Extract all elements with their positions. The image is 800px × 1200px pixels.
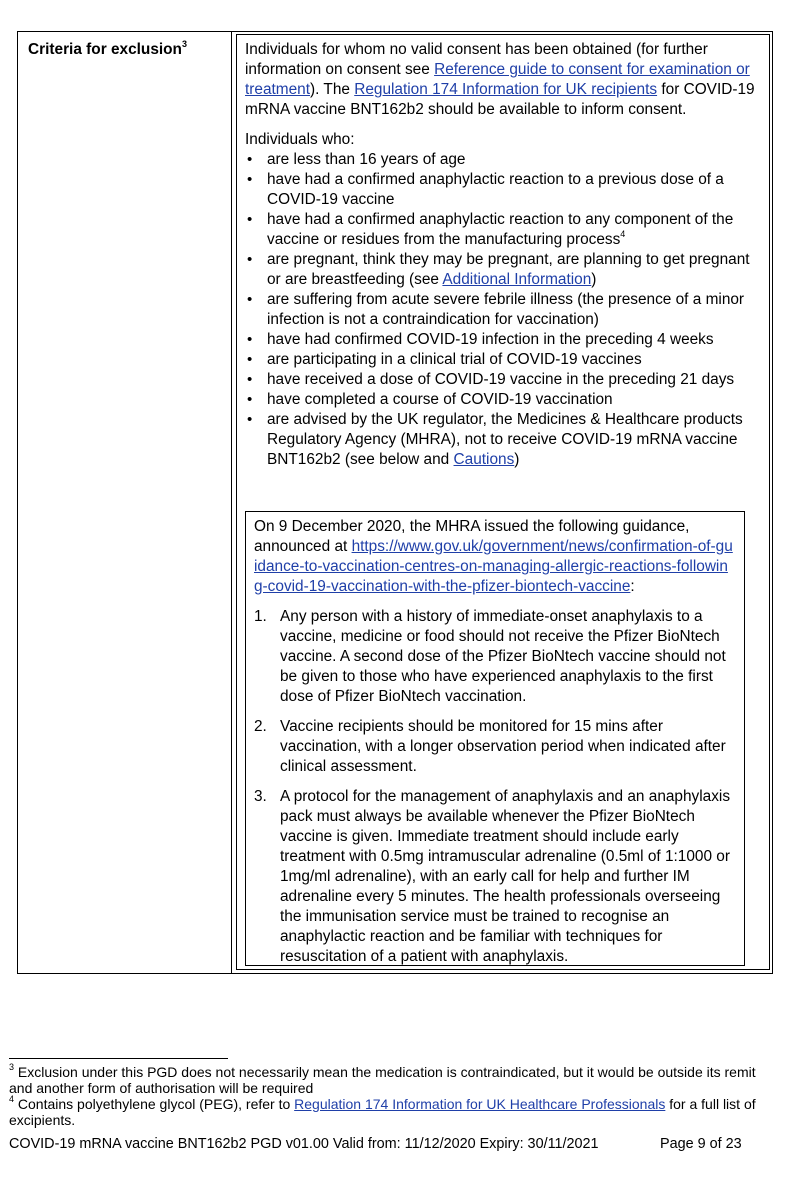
list-item [245,250,765,290]
footnote-divider [9,1058,228,1059]
list-item: • have received a dose of COVID-19 vaccine in the preceding 21 days [245,370,765,390]
guidance-intro [254,517,736,597]
list-item-text: are pregnant, think they may be pregnant, are planning to get pregnant or are breastfeeding (see [267,251,750,288]
footnote-mark: 4 [9,1094,15,1105]
mhra-guidance-box [245,511,745,966]
item-text: Any person with a history of immediate-onset anaphylaxis to a vaccine, medicine or food should not receive the Pfizer BioNtech vaccine. A second dose of the Pfizer BioNtech vaccine should not be given to those who have experienced anaphylaxis to the first dose of Pfizer BioNtech vaccination. [280,608,726,705]
list-item: • have had confirmed COVID-19 infection in the preceding 4 weeks [245,330,765,350]
gov-uk-guidance-link[interactable]: https://www.gov.uk/government/news/confirmation-of-guidance-to-vaccination-centres-on-managing-allergic-reactions-following-covid-19-vaccination-with-the-pfizer-biontech-vaccine [254,538,733,595]
list-item-text: have had a confirmed anaphylactic reaction to any component of the vaccine or residues from the manufacturing process [267,211,734,248]
list-item [254,787,736,967]
page-number: Page 9 of 23 [660,1136,742,1152]
item-number: 1. [254,608,267,625]
criteria-table [17,31,773,974]
list-item-end: ) [591,271,597,288]
footnote-text: Exclusion under this PGD does not necessarily mean the medication is contraindicated, but it would be outside its remit and another form of authorisation will be required [9,1064,756,1096]
individuals-section [245,130,765,470]
guidance-intro-text: On 9 December 2020, the MHRA issued the following guidance, announced at [254,518,690,555]
list-item: • are less than 16 years of age [245,150,765,170]
list-item: • are participating in a clinical trial of COVID-19 vaccines [245,350,765,370]
criteria-heading-text: Criteria for exclusion [28,41,182,58]
list-item [245,210,765,250]
footnote-ref-4[interactable]: 4 [620,228,626,239]
consent-text-2: ). The [310,81,355,98]
consent-text-1: Individuals for whom no valid consent has been obtained (for further information on consent see [245,41,708,78]
additional-information-link[interactable]: Additional Information [442,271,592,288]
guidance-colon: : [630,578,635,595]
guidance-list [254,607,736,967]
footnote-4 [9,1096,769,1128]
consent-guide-link[interactable]: Reference guide to consent for examination or treatment [245,61,750,98]
list-item: • have had a confirmed anaphylactic reaction to a previous dose of a COVID-19 vaccine [245,170,765,210]
individuals-intro: Individuals who: [245,131,355,148]
page-footer [9,1134,759,1154]
criteria-heading [28,40,187,60]
list-item [254,607,736,707]
item-text: Vaccine recipients should be monitored for 15 mins after vaccination, with a longer observation period when indicated after clinical assessment. [280,718,726,775]
document-info: COVID-19 mRNA vaccine BNT162b2 PGD v01.00 Valid from: 11/12/2020 Expiry: 30/11/2021 [9,1136,599,1152]
footnotes [9,1064,769,1128]
list-item: • are suffering from acute severe febrile illness (the presence of a minor infection is not a contraindication for vaccination) [245,290,765,330]
item-number: 3. [254,788,267,805]
item-number: 2. [254,718,267,735]
footnote-ref-3[interactable]: 3 [181,38,187,49]
criteria-content [245,40,765,470]
footnote-mark: 3 [9,1062,15,1073]
consent-text-3: for COVID-19 mRNA vaccine BNT162b2 should be available to inform consent. [245,81,755,118]
footnote-text: Contains polyethylene glycol (PEG), refer to [14,1096,295,1112]
cautions-link[interactable]: Cautions [453,451,515,468]
regulation-174-professionals-link[interactable]: Regulation 174 Information for UK Healthcare Professionals [294,1096,666,1112]
regulation-174-recipients-link[interactable]: Regulation 174 Information for UK recipients [354,81,658,98]
footnote-end: for a full list of excipients. [9,1096,756,1128]
consent-paragraph [245,40,765,120]
list-item-end: ) [514,451,520,468]
list-item: • have completed a course of COVID-19 vaccination [245,390,765,410]
item-text: A protocol for the management of anaphylaxis and an anaphylaxis pack must always be available whenever the Pfizer BioNtech vaccine is given. Immediate treatment should include early treatment with 0.5mg intramuscular adrenaline (0.5ml of 1:1000 or 1mg/ml adrenaline), with an early call for help and further IM adrenaline every 5 minutes. The health professionals overseeing the immunisation service must be trained to recognise an anaphylactic reaction and be familiar with techniques for resuscitation of a patient with anaphylaxis. [280,788,731,965]
criteria-content-cell [236,34,770,970]
list-item [245,410,765,470]
exclusion-list [245,150,765,470]
list-item-text: are advised by the UK regulator, the Medicines & Healthcare products Regulatory Agency (MHRA), not to receive COVID-19 mRNA vaccine BNT162b2 (see below and [267,411,743,468]
list-item [254,717,736,777]
criteria-label-cell [18,32,232,973]
footnote-3 [9,1064,769,1096]
